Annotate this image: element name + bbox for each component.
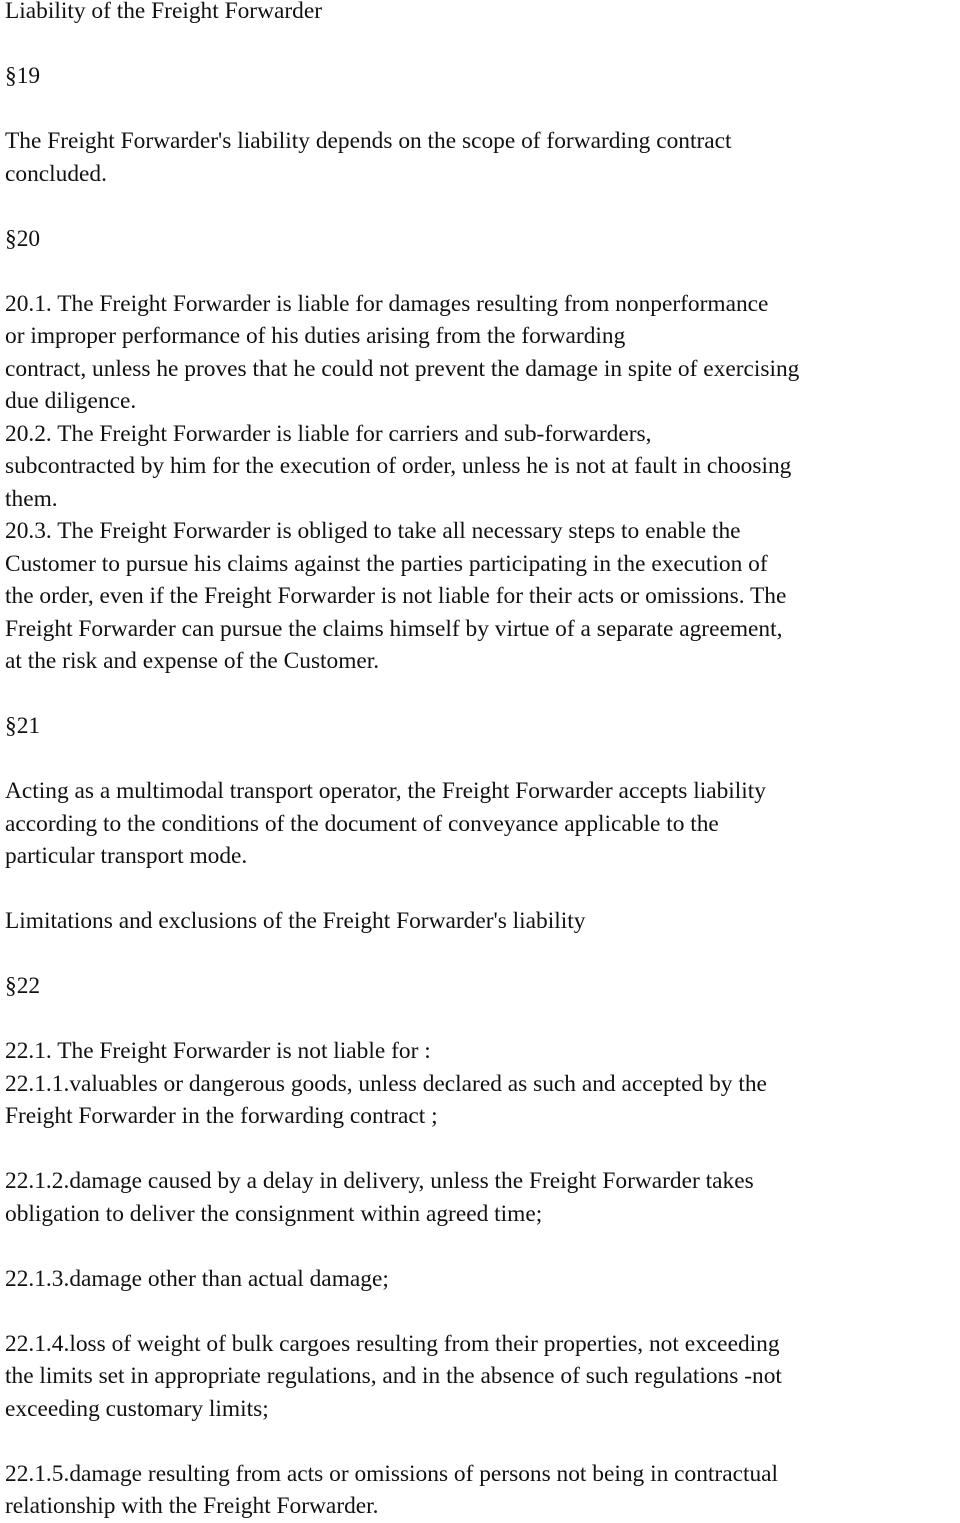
spacer [5,1230,960,1263]
paragraph-20-1 [5,288,960,418]
text-line: Acting as a multimodal transport operator, the Freight Forwarder accepts liability [5,778,766,804]
document-page [5,0,960,1523]
paragraph-20-2 [5,418,960,516]
text-line: 22.1.5.damage resulting from acts or omissions of persons not being in contractual [5,1460,779,1487]
text-line: exceeding customary limits; [5,1395,269,1422]
spacer [5,93,960,126]
text-line: due diligence. [5,388,137,414]
text-line: Freight Forwarder in the forwarding contract ; [5,1103,438,1129]
section-heading-limitations: Limitations and exclusions of the Freight Forwarder's liability [5,908,586,934]
list-item-22-1-5 [5,1458,960,1523]
spacer [5,1425,960,1458]
section-number-22: §22 [5,973,41,999]
text-line: the order, even if the Freight Forwarder is not liable for their acts or omissions. The [5,583,787,609]
text-line: 22.1.1.valuables or dangerous goods, unless declared as such and accepted by the [5,1070,767,1097]
text-line: at the risk and expense of the Customer. [5,648,380,674]
text-line: 20.1. The Freight Forwarder is liable for damages resulting from nonperformance [5,290,769,317]
spacer [5,873,960,906]
list-item-22-1-1 [5,1068,960,1133]
text-line: according to the conditions of the document of conveyance applicable to the [5,810,719,837]
spacer [5,28,960,61]
spacer [5,678,960,711]
section-number-19: §19 [5,63,41,89]
list-item-22-1-3 [5,1263,960,1296]
spacer [5,1295,960,1328]
text-line: them. [5,485,58,512]
section-number-21: §21 [5,713,41,739]
spacer [5,938,960,971]
text-line: 22.1.3.damage other than actual damage; [5,1265,389,1292]
spacer [5,190,960,223]
spacer [5,1133,960,1166]
text-line: 20.3. The Freight Forwarder is obliged to take all necessary steps to enable the [5,518,741,544]
text-line: particular transport mode. [5,843,248,869]
text-line: relationship with the Freight Forwarder. [5,1493,379,1519]
text-line: contract, unless he proves that he could not prevent the damage in spite of exercising [5,355,800,382]
list-item-22-1-2 [5,1165,960,1230]
spacer [5,255,960,288]
text-line: 22.1.4.loss of weight of bulk cargoes resulting from their properties, not exceeding [5,1330,780,1357]
text-line: The Freight Forwarder's liability depends on the scope of forwarding contract [5,128,732,154]
text-line: Freight Forwarder can pursue the claims himself by virtue of a separate agreement, [5,615,783,642]
text-line: Customer to pursue his claims against the parties participating in the execution of [5,550,768,577]
spacer [5,1003,960,1036]
list-item-22-1-4 [5,1328,960,1426]
text-line: the limits set in appropriate regulations, and in the absence of such regulations -not [5,1363,782,1389]
section-heading-liability: Liability of the Freight Forwarder [5,0,322,24]
text-line: 22.1.2.damage caused by a delay in delivery, unless the Freight Forwarder takes [5,1168,754,1194]
spacer [5,743,960,776]
paragraph-21 [5,775,960,873]
text-line: subcontracted by him for the execution of order, unless he is not at fault in choosing [5,453,792,479]
clause-22-1-intro: 22.1. The Freight Forwarder is not liable for : [5,1038,431,1064]
paragraph-20-3 [5,515,960,678]
section-number-20: §20 [5,225,41,252]
paragraph-19 [5,125,960,190]
text-line: 20.2. The Freight Forwarder is liable for carriers and sub-forwarders, [5,420,652,447]
text-line: concluded. [5,160,107,187]
text-line: obligation to deliver the consignment within agreed time; [5,1200,543,1227]
text-line: or improper performance of his duties arising from the forwarding [5,323,626,349]
